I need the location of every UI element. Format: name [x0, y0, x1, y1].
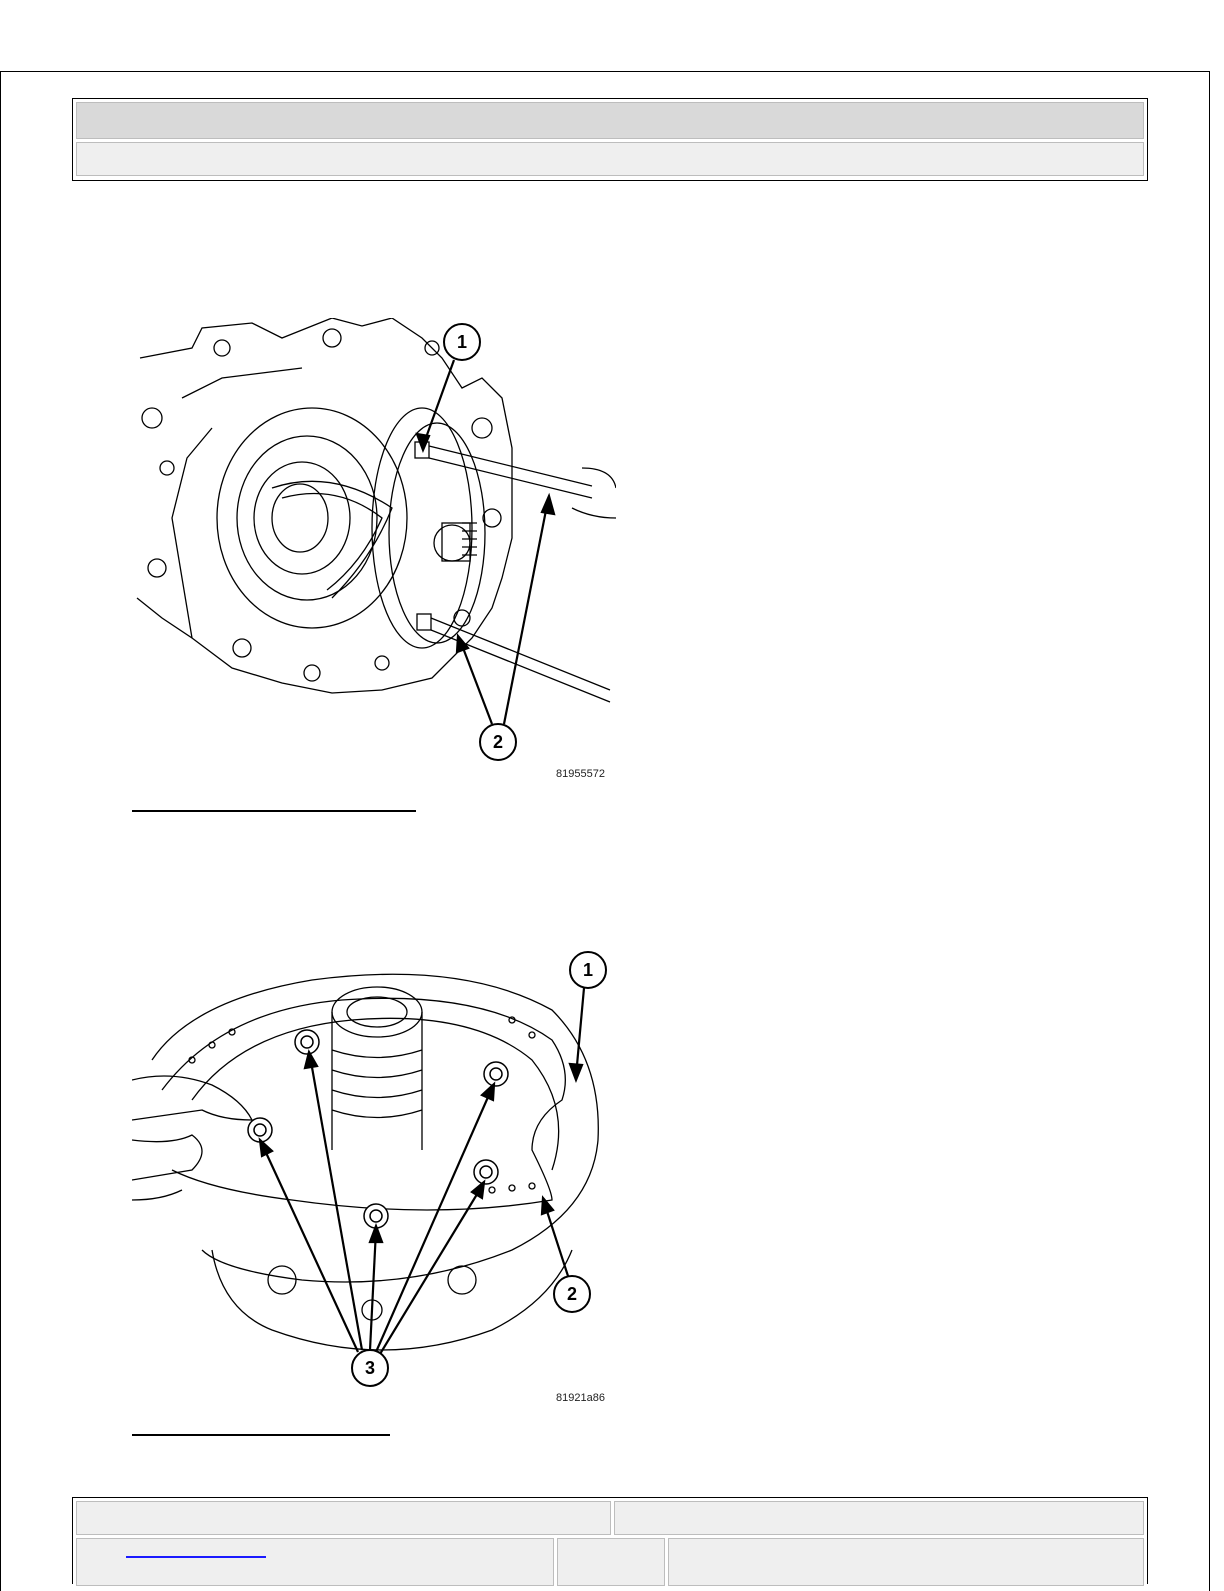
document-footer — [72, 1497, 1148, 1584]
pump-gasket-illustration — [132, 950, 616, 1412]
figure-2-code: 81921a86 — [556, 1392, 605, 1404]
document-header — [72, 98, 1148, 181]
header-title-bar — [76, 102, 1144, 139]
footer-cell-left — [76, 1501, 611, 1535]
footer-link-cell — [76, 1538, 554, 1586]
header-subtitle-bar — [76, 142, 1144, 176]
footer-cell-right — [614, 1501, 1144, 1535]
callout-2: 2 — [492, 732, 504, 752]
figure-1-code: 81955572 — [556, 768, 605, 780]
footer-cell-middle — [557, 1538, 665, 1586]
figure-1-rule — [132, 810, 416, 812]
callout-3: 3 — [364, 1358, 376, 1378]
callout-1: 1 — [582, 960, 594, 980]
footer-link-underline[interactable] — [126, 1556, 266, 1558]
pump-removal-illustration — [132, 318, 616, 786]
footer-cell-end — [668, 1538, 1144, 1586]
figure-pump-removal — [132, 318, 616, 786]
figure-2-rule — [132, 1434, 390, 1436]
callout-2: 2 — [566, 1284, 578, 1304]
callout-1: 1 — [456, 332, 468, 352]
figure-pump-gasket — [132, 950, 616, 1412]
